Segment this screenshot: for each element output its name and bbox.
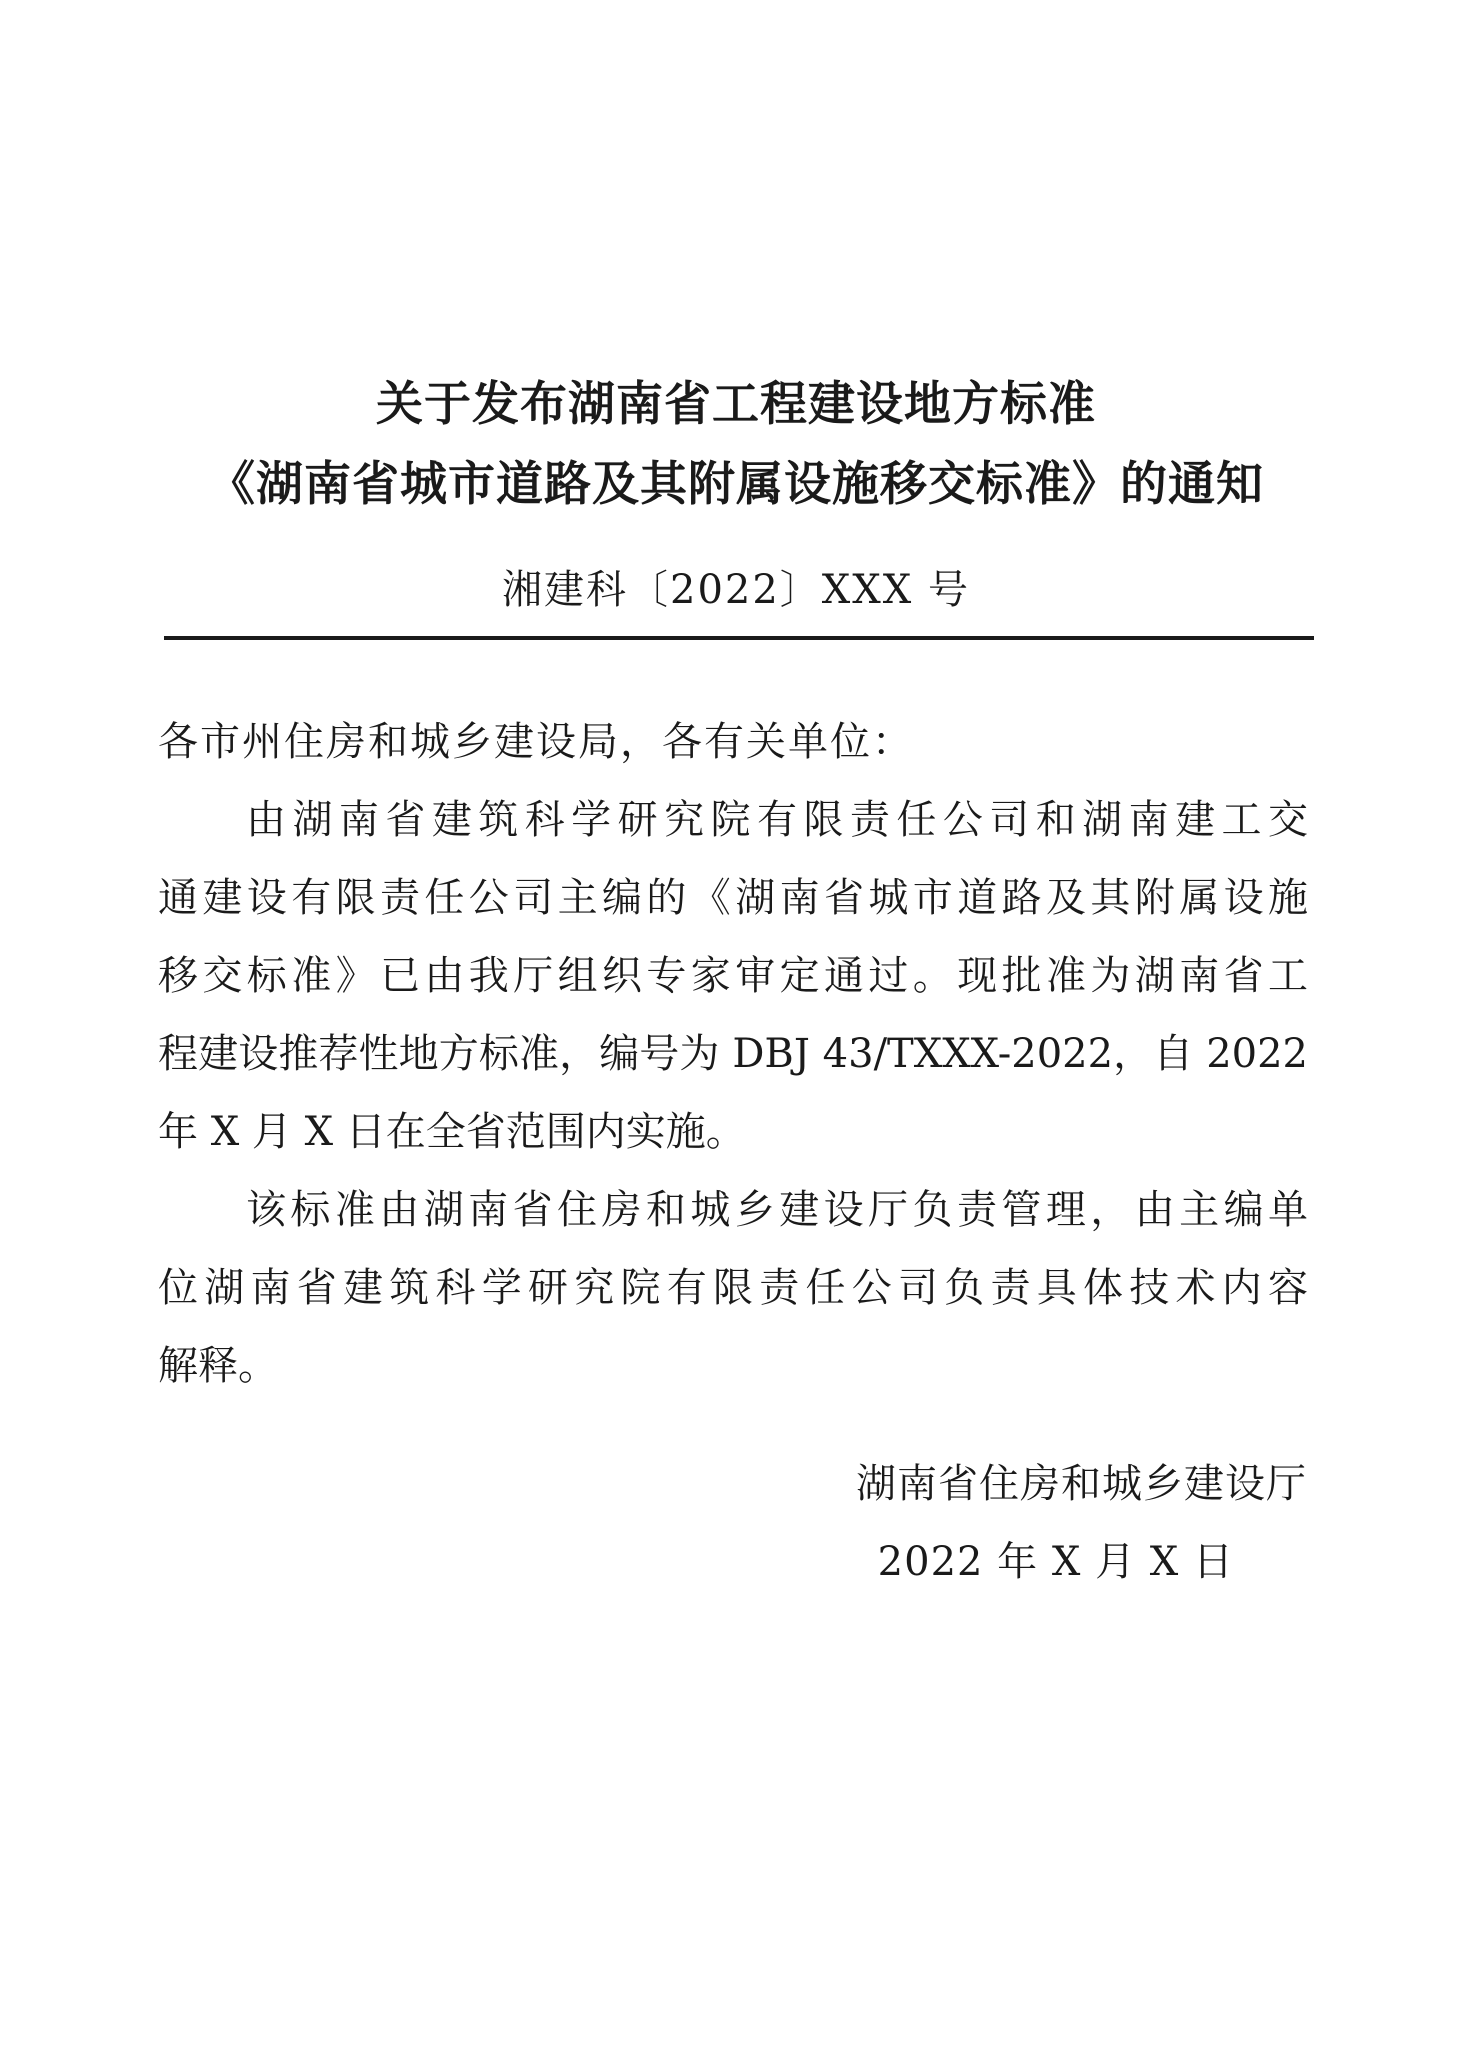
header-divider xyxy=(164,636,1314,640)
paragraph1-line: 程建设推荐性地方标准，编号为 DBJ 43/TXXX-2022，自 2022 xyxy=(158,1031,1308,1077)
salutation: 各市州住房和城乡建设局，各有关单位： xyxy=(158,719,914,765)
document-number: 湘建科〔2022〕XXX 号 xyxy=(502,567,970,613)
paragraph2-line: 解释。 xyxy=(158,1343,278,1389)
paragraph1-line: 通建设有限责任公司主编的《湖南省城市道路及其附属设施 xyxy=(158,875,1308,921)
paragraph1-line: 移交标准》已由我厅组织专家审定通过。现批准为湖南省工 xyxy=(158,953,1308,999)
notice-title-line-2: 《湖南省城市道路及其附属设施移交标准》的通知 xyxy=(208,457,1264,512)
paragraph2-line: 该标准由湖南省住房和城乡建设厅负责管理，由主编单 xyxy=(246,1187,1308,1233)
paragraph1-line: 年 X 月 X 日在全省范围内实施。 xyxy=(158,1109,746,1155)
issuing-authority: 湖南省住房和城乡建设厅 xyxy=(856,1461,1307,1507)
paragraph1-line: 由湖南省建筑科学研究院有限责任公司和湖南建工交 xyxy=(246,797,1308,843)
issue-date: 2022 年 X 月 X 日 xyxy=(877,1539,1234,1585)
notice-title-line-1: 关于发布湖南省工程建设地方标准 xyxy=(376,377,1096,432)
paragraph2-line: 位湖南省建筑科学研究院有限责任公司负责具体技术内容 xyxy=(158,1265,1308,1311)
